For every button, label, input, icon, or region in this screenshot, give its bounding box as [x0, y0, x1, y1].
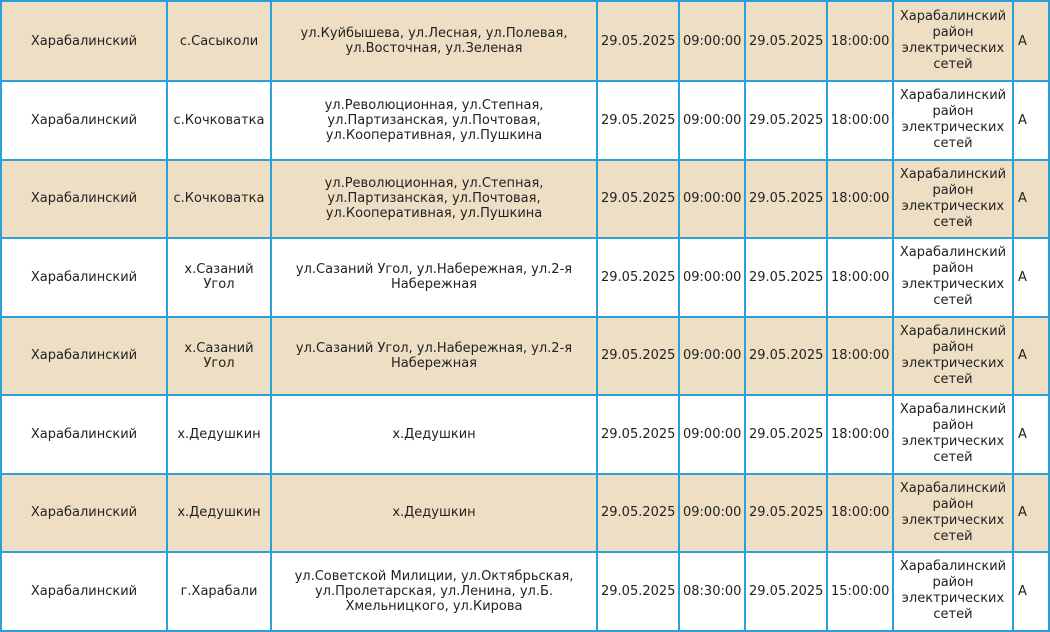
network-cell: Харабалинский район электрических сетей	[893, 552, 1013, 631]
extra-cell: А	[1013, 1, 1049, 81]
end-time-cell: 18:00:00	[827, 81, 893, 160]
network-cell: Харабалинский район электрических сетей	[893, 317, 1013, 396]
table-row	[1, 1, 1049, 81]
table-row	[1, 317, 1049, 396]
start-date-cell: 29.05.2025	[597, 474, 679, 553]
start-date-cell: 29.05.2025	[597, 395, 679, 474]
streets-cell: ул.Революционная, ул.Степная, ул.Партизанская, ул.Почтовая, ул.Кооперативная, ул.Пушкина	[271, 81, 597, 160]
start-date-cell: 29.05.2025	[597, 160, 679, 239]
district-cell: Харабалинский	[1, 552, 167, 631]
extra-cell: А	[1013, 160, 1049, 239]
settlement-cell: г.Харабали	[167, 552, 271, 631]
start-time-cell: 09:00:00	[679, 317, 745, 396]
district-cell: Харабалинский	[1, 81, 167, 160]
streets-cell: ул.Куйбышева, ул.Лесная, ул.Полевая, ул.Восточная, ул.Зеленая	[271, 1, 597, 81]
extra-cell: А	[1013, 474, 1049, 553]
district-cell: Харабалинский	[1, 395, 167, 474]
district-cell: Харабалинский	[1, 1, 167, 81]
extra-cell: А	[1013, 238, 1049, 317]
streets-cell: ул.Сазаний Угол, ул.Набережная, ул.2-я Набережная	[271, 317, 597, 396]
streets-cell: ул.Советской Милиции, ул.Октябрьская, ул.Пролетарская, ул.Ленина, ул.Б. Хмельницкого, ул.Кирова	[271, 552, 597, 631]
end-time-cell: 18:00:00	[827, 317, 893, 396]
streets-cell: ул.Революционная, ул.Степная, ул.Партизанская, ул.Почтовая, ул.Кооперативная, ул.Пушкина	[271, 160, 597, 239]
start-date-cell: 29.05.2025	[597, 552, 679, 631]
end-time-cell: 18:00:00	[827, 238, 893, 317]
start-time-cell: 09:00:00	[679, 1, 745, 81]
table-row	[1, 238, 1049, 317]
settlement-cell: х.Сазаний Угол	[167, 317, 271, 396]
table-row	[1, 395, 1049, 474]
end-time-cell: 18:00:00	[827, 474, 893, 553]
network-cell: Харабалинский район электрических сетей	[893, 160, 1013, 239]
start-time-cell: 09:00:00	[679, 395, 745, 474]
network-cell: Харабалинский район электрических сетей	[893, 474, 1013, 553]
extra-cell: А	[1013, 395, 1049, 474]
extra-cell: А	[1013, 552, 1049, 631]
table-row	[1, 81, 1049, 160]
end-date-cell: 29.05.2025	[745, 238, 827, 317]
end-date-cell: 29.05.2025	[745, 552, 827, 631]
start-time-cell: 09:00:00	[679, 160, 745, 239]
table-row	[1, 474, 1049, 553]
extra-cell: А	[1013, 81, 1049, 160]
table-row	[1, 552, 1049, 631]
end-time-cell: 18:00:00	[827, 160, 893, 239]
start-time-cell: 09:00:00	[679, 474, 745, 553]
start-date-cell: 29.05.2025	[597, 317, 679, 396]
end-date-cell: 29.05.2025	[745, 81, 827, 160]
district-cell: Харабалинский	[1, 317, 167, 396]
district-cell: Харабалинский	[1, 474, 167, 553]
table-body	[1, 1, 1049, 631]
settlement-cell: с.Кочковатка	[167, 81, 271, 160]
end-time-cell: 18:00:00	[827, 1, 893, 81]
end-date-cell: 29.05.2025	[745, 395, 827, 474]
end-date-cell: 29.05.2025	[745, 160, 827, 239]
start-date-cell: 29.05.2025	[597, 1, 679, 81]
streets-cell: х.Дедушкин	[271, 395, 597, 474]
settlement-cell: х.Дедушкин	[167, 474, 271, 553]
network-cell: Харабалинский район электрических сетей	[893, 238, 1013, 317]
end-date-cell: 29.05.2025	[745, 317, 827, 396]
network-cell: Харабалинский район электрических сетей	[893, 81, 1013, 160]
district-cell: Харабалинский	[1, 160, 167, 239]
table-row	[1, 160, 1049, 239]
end-date-cell: 29.05.2025	[745, 1, 827, 81]
extra-cell: А	[1013, 317, 1049, 396]
start-date-cell: 29.05.2025	[597, 238, 679, 317]
end-time-cell: 15:00:00	[827, 552, 893, 631]
settlement-cell: с.Кочковатка	[167, 160, 271, 239]
end-time-cell: 18:00:00	[827, 395, 893, 474]
start-time-cell: 09:00:00	[679, 238, 745, 317]
network-cell: Харабалинский район электрических сетей	[893, 1, 1013, 81]
settlement-cell: с.Сасыколи	[167, 1, 271, 81]
settlement-cell: х.Дедушкин	[167, 395, 271, 474]
streets-cell: ул.Сазаний Угол, ул.Набережная, ул.2-я Набережная	[271, 238, 597, 317]
start-time-cell: 08:30:00	[679, 552, 745, 631]
start-date-cell: 29.05.2025	[597, 81, 679, 160]
end-date-cell: 29.05.2025	[745, 474, 827, 553]
district-cell: Харабалинский	[1, 238, 167, 317]
start-time-cell: 09:00:00	[679, 81, 745, 160]
network-cell: Харабалинский район электрических сетей	[893, 395, 1013, 474]
settlement-cell: х.Сазаний Угол	[167, 238, 271, 317]
streets-cell: х.Дедушкин	[271, 474, 597, 553]
